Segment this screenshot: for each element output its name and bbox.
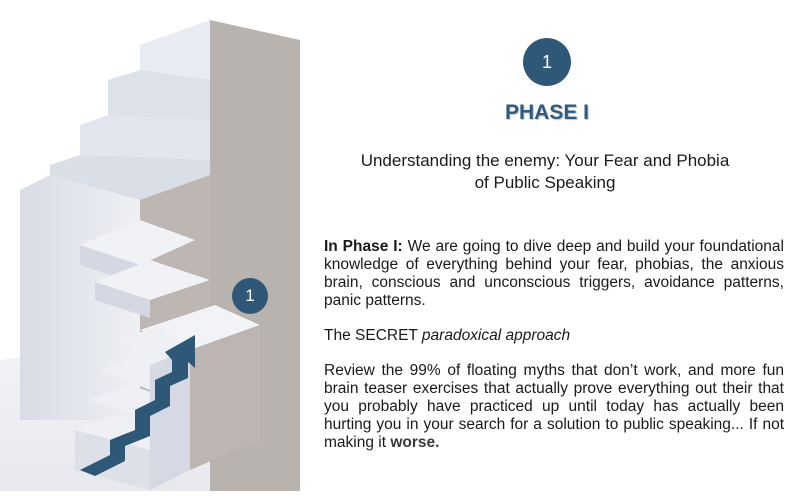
step-number-badge-illustration — [232, 278, 268, 314]
paragraph-lead: In Phase I: — [324, 238, 403, 255]
paragraph-secret — [324, 327, 784, 345]
paragraph-myths — [324, 362, 784, 452]
staircase-graphic — [0, 0, 300, 491]
staircase-illustration — [0, 0, 300, 491]
step-number-badge-header — [523, 38, 571, 86]
step-number: 1 — [245, 286, 255, 305]
step-number: 1 — [541, 51, 552, 72]
paragraph-text: We are going to dive deep and build your foundational knowledge of everything behind your fear, phobias, the anxious brain, conscious and unconscious triggers, avoidance patterns, panic patterns. — [324, 238, 784, 309]
phase-description — [324, 238, 784, 452]
secret-prefix: The SECRET — [324, 327, 422, 344]
paragraph-text: Review the 99% of floating myths that don’t work, and more fun brain teaser exercises that actually prove everything out their that you probably have practiced up until today has actually been hurting you in your search for a solution to public speaking... If not making it — [324, 362, 784, 451]
phase-subtitle: Understanding the enemy: Your Fear and Phobia of Public Speaking — [360, 151, 730, 192]
phase-title: PHASE I — [504, 101, 590, 124]
paragraph-overview — [324, 238, 784, 310]
secret-emphasis: paradoxical approach — [421, 327, 571, 344]
worse-emphasis: worse. — [390, 434, 440, 451]
